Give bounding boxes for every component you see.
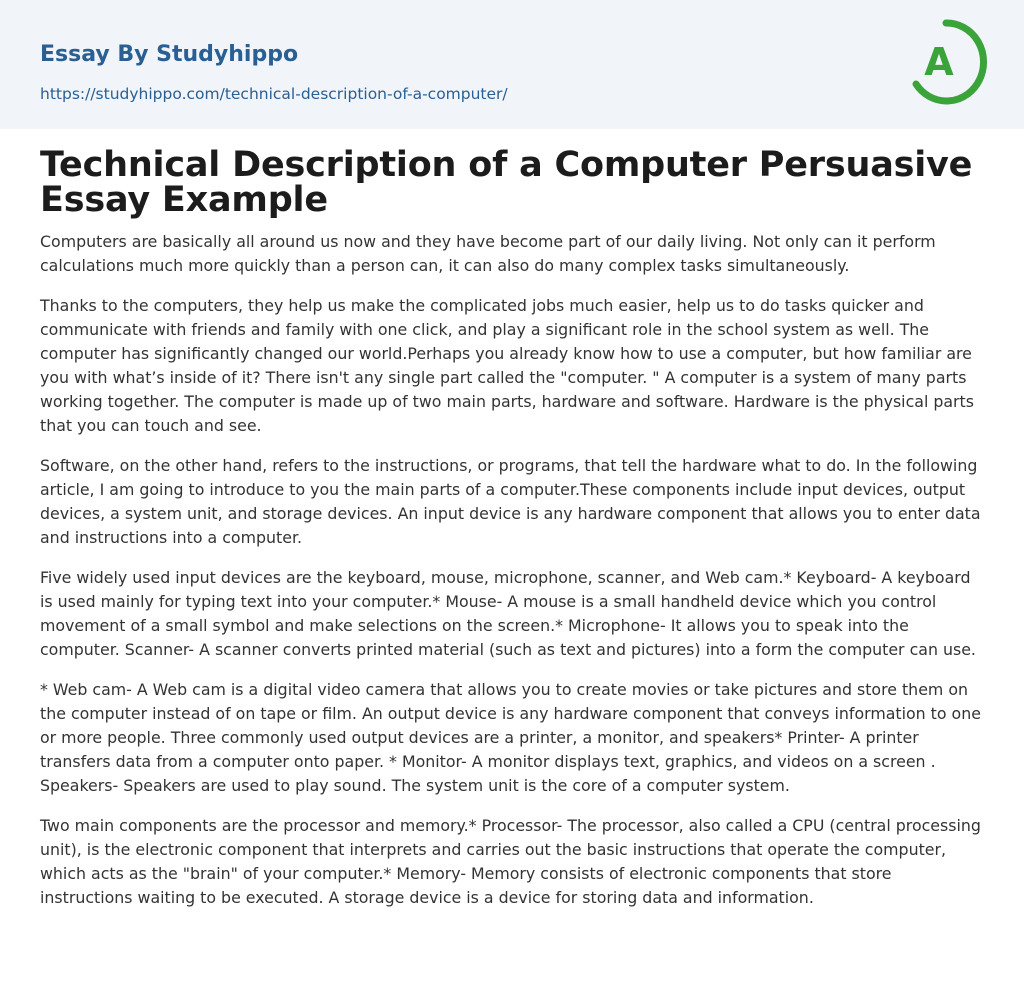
source-url-link[interactable]: https://studyhippo.com/technical-description-of-a-computer/ xyxy=(40,85,508,103)
brand-title: Essay By Studyhippo xyxy=(40,42,299,67)
site-header xyxy=(0,0,1024,129)
essay-paragraph: Computers are basically all around us now and they have become part of our daily living. Not only can it perform calculations much more quickly than a person can, it can also do many complex tasks simultaneously. xyxy=(40,232,936,275)
essay-title: Technical Description of a Computer Persuasive Essay Example xyxy=(40,145,973,220)
essay-paragraph: Five widely used input devices are the keyboard, mouse, microphone, scanner, and Web cam.* Keyboard- A keyboard is used mainly for typing text into your computer.* Mouse- A mouse is a small handheld device which you control movement of a small symbol and make selections on the screen.* Microphone- It allows you to speak into the computer. Scanner- A scanner converts printed material (such as text and pictures) into a form the computer can use. xyxy=(40,568,976,659)
studyhippo-logo-icon[interactable] xyxy=(904,18,988,106)
essay-paragraph: Thanks to the computers, they help us make the complicated jobs much easier, help us to do tasks quicker and communicate with friends and family with one click, and play a significant role in the school system as well. The computer has significantly changed our world.Perhaps you already know how to use a computer, but how familiar are you with what’s inside of it? There isn't any single part called the "computer. " A computer is a system of many parts working together. The computer is made up of two main parts, hardware and software. Hardware is the physical parts that you can touch and see. xyxy=(40,296,974,435)
essay-content xyxy=(40,145,984,910)
essay-paragraph: Two main components are the processor and memory.* Processor- The processor, also called a CPU (central processing unit), is the electronic component that interprets and carries out the basic instructions that operate the computer, which acts as the "brain" of your computer.* Memory- Memory consists of electronic components that store instructions waiting to be executed. A storage device is a device for storing data and information. xyxy=(40,816,981,907)
essay-paragraph: * Web cam- A Web cam is a digital video camera that allows you to create movies or take pictures and store them on the computer instead of on tape or film. An output device is any hardware component that conveys information to one or more people. Three commonly used output devices are a printer, a monitor, and speakers* Printer- A printer transfers data from a computer onto paper. * Monitor- A monitor displays text, graphics, and videos on a screen . Speakers- Speakers are used to play sound. The system unit is the core of a computer system. xyxy=(40,680,981,795)
logo-letter: A xyxy=(924,40,954,84)
essay-paragraph: Software, on the other hand, refers to the instructions, or programs, that tell the hardware what to do. In the following article, I am going to introduce to you the main parts of a computer.These components include input devices, output devices, a system unit, and storage devices. An input device is any hardware component that allows you to enter data and instructions into a computer. xyxy=(40,456,981,547)
